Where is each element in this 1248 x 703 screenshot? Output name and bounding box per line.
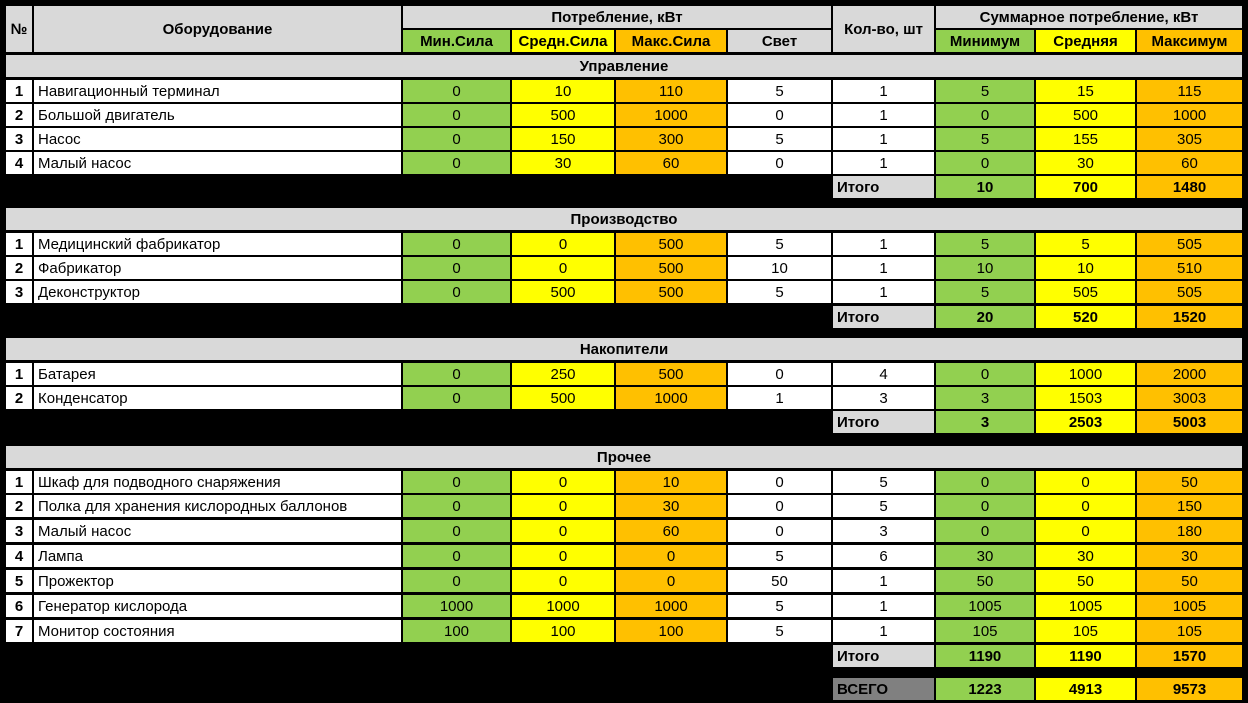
quantity[interactable]: 5: [833, 471, 934, 493]
min-power[interactable]: 100: [403, 620, 510, 642]
sum-max[interactable]: 505: [1137, 233, 1242, 255]
light-power[interactable]: 5: [728, 545, 831, 567]
light-power[interactable]: 1: [728, 387, 831, 409]
header-max-power[interactable]: Макс.Сила: [616, 30, 726, 52]
avg-power[interactable]: 500: [512, 387, 614, 409]
grand-total-min[interactable]: 1223: [936, 678, 1034, 700]
sum-avg[interactable]: 1000: [1036, 363, 1135, 385]
max-power[interactable]: 1000: [616, 104, 726, 126]
avg-power[interactable]: 0: [512, 570, 614, 592]
row-number[interactable]: 3: [6, 281, 32, 303]
row-number[interactable]: 6: [6, 595, 32, 617]
min-power[interactable]: 1000: [403, 595, 510, 617]
equipment-name[interactable]: Шкаф для подводного снаряжения: [34, 471, 401, 493]
sum-max[interactable]: 1005: [1137, 595, 1242, 617]
sum-min[interactable]: 30: [936, 545, 1034, 567]
equipment-name[interactable]: Батарея: [34, 363, 401, 385]
light-power[interactable]: 10: [728, 257, 831, 279]
sum-avg[interactable]: 5: [1036, 233, 1135, 255]
quantity[interactable]: 1: [833, 257, 934, 279]
header-consumption[interactable]: Потребление, кВт: [403, 6, 831, 28]
sum-min[interactable]: 5: [936, 281, 1034, 303]
quantity[interactable]: 1: [833, 281, 934, 303]
min-power[interactable]: 0: [403, 80, 510, 102]
min-power[interactable]: 0: [403, 387, 510, 409]
equipment-name[interactable]: Деконструктор: [34, 281, 401, 303]
header-equipment[interactable]: Оборудование: [34, 6, 401, 52]
sum-max[interactable]: 30: [1137, 545, 1242, 567]
quantity[interactable]: 5: [833, 495, 934, 517]
sum-min[interactable]: 105: [936, 620, 1034, 642]
header-sum-avg[interactable]: Средняя: [1036, 30, 1135, 52]
equipment-name[interactable]: Прожектор: [34, 570, 401, 592]
sum-avg[interactable]: 0: [1036, 495, 1135, 517]
row-number[interactable]: 2: [6, 495, 32, 517]
section-total-min[interactable]: 20: [936, 306, 1034, 328]
section-total-max[interactable]: 5003: [1137, 411, 1242, 433]
equipment-name[interactable]: Медицинский фабрикатор: [34, 233, 401, 255]
light-power[interactable]: 5: [728, 233, 831, 255]
quantity[interactable]: 1: [833, 620, 934, 642]
min-power[interactable]: 0: [403, 520, 510, 542]
light-power[interactable]: 5: [728, 595, 831, 617]
grand-total-avg[interactable]: 4913: [1036, 678, 1135, 700]
avg-power[interactable]: 0: [512, 520, 614, 542]
sum-avg[interactable]: 0: [1036, 471, 1135, 493]
section-total-min[interactable]: 1190: [936, 645, 1034, 667]
row-number[interactable]: 3: [6, 520, 32, 542]
min-power[interactable]: 0: [403, 257, 510, 279]
avg-power[interactable]: 250: [512, 363, 614, 385]
quantity[interactable]: 4: [833, 363, 934, 385]
equipment-name[interactable]: Лампа: [34, 545, 401, 567]
max-power[interactable]: 500: [616, 363, 726, 385]
sum-max[interactable]: 1000: [1137, 104, 1242, 126]
header-count[interactable]: Кол-во, шт: [833, 6, 934, 52]
header-light[interactable]: Свет: [728, 30, 831, 52]
light-power[interactable]: 0: [728, 471, 831, 493]
equipment-name[interactable]: Большой двигатель: [34, 104, 401, 126]
max-power[interactable]: 300: [616, 128, 726, 150]
equipment-name[interactable]: Генератор кислорода: [34, 595, 401, 617]
sum-max[interactable]: 2000: [1137, 363, 1242, 385]
min-power[interactable]: 0: [403, 104, 510, 126]
sum-min[interactable]: 5: [936, 80, 1034, 102]
max-power[interactable]: 500: [616, 257, 726, 279]
section-total-avg[interactable]: 520: [1036, 306, 1135, 328]
sum-max[interactable]: 50: [1137, 471, 1242, 493]
sum-max[interactable]: 305: [1137, 128, 1242, 150]
section-total-label[interactable]: Итого: [833, 645, 934, 667]
sum-avg[interactable]: 15: [1036, 80, 1135, 102]
row-number[interactable]: 1: [6, 233, 32, 255]
light-power[interactable]: 0: [728, 520, 831, 542]
light-power[interactable]: 0: [728, 104, 831, 126]
section-total-min[interactable]: 10: [936, 176, 1034, 198]
sum-max[interactable]: 105: [1137, 620, 1242, 642]
avg-power[interactable]: 0: [512, 495, 614, 517]
section-total-label[interactable]: Итого: [833, 411, 934, 433]
quantity[interactable]: 6: [833, 545, 934, 567]
sum-min[interactable]: 0: [936, 520, 1034, 542]
header-min-power[interactable]: Мин.Сила: [403, 30, 510, 52]
sum-max[interactable]: 180: [1137, 520, 1242, 542]
row-number[interactable]: 1: [6, 80, 32, 102]
row-number[interactable]: 1: [6, 363, 32, 385]
max-power[interactable]: 500: [616, 281, 726, 303]
light-power[interactable]: 5: [728, 128, 831, 150]
sum-min[interactable]: 5: [936, 233, 1034, 255]
max-power[interactable]: 0: [616, 570, 726, 592]
section-title[interactable]: Накопители: [6, 338, 1242, 360]
sum-min[interactable]: 0: [936, 471, 1034, 493]
header-avg-power[interactable]: Средн.Сила: [512, 30, 614, 52]
sum-avg[interactable]: 1005: [1036, 595, 1135, 617]
max-power[interactable]: 500: [616, 233, 726, 255]
section-total-avg[interactable]: 700: [1036, 176, 1135, 198]
max-power[interactable]: 110: [616, 80, 726, 102]
quantity[interactable]: 1: [833, 128, 934, 150]
equipment-name[interactable]: Конденсатор: [34, 387, 401, 409]
equipment-name[interactable]: Насос: [34, 128, 401, 150]
sum-min[interactable]: 0: [936, 104, 1034, 126]
section-total-avg[interactable]: 2503: [1036, 411, 1135, 433]
max-power[interactable]: 60: [616, 152, 726, 174]
sum-avg[interactable]: 505: [1036, 281, 1135, 303]
header-num[interactable]: №: [6, 6, 32, 52]
sum-avg[interactable]: 50: [1036, 570, 1135, 592]
avg-power[interactable]: 0: [512, 233, 614, 255]
sum-avg[interactable]: 30: [1036, 545, 1135, 567]
avg-power[interactable]: 0: [512, 545, 614, 567]
min-power[interactable]: 0: [403, 128, 510, 150]
sum-avg[interactable]: 155: [1036, 128, 1135, 150]
sum-min[interactable]: 0: [936, 495, 1034, 517]
sum-min[interactable]: 5: [936, 128, 1034, 150]
sum-avg[interactable]: 105: [1036, 620, 1135, 642]
max-power[interactable]: 1000: [616, 387, 726, 409]
quantity[interactable]: 1: [833, 570, 934, 592]
quantity[interactable]: 1: [833, 152, 934, 174]
min-power[interactable]: 0: [403, 281, 510, 303]
row-number[interactable]: 2: [6, 387, 32, 409]
row-number[interactable]: 4: [6, 545, 32, 567]
sum-min[interactable]: 10: [936, 257, 1034, 279]
light-power[interactable]: 0: [728, 363, 831, 385]
quantity[interactable]: 3: [833, 520, 934, 542]
section-total-max[interactable]: 1520: [1137, 306, 1242, 328]
avg-power[interactable]: 500: [512, 281, 614, 303]
quantity[interactable]: 1: [833, 80, 934, 102]
max-power[interactable]: 30: [616, 495, 726, 517]
equipment-name[interactable]: Малый насос: [34, 152, 401, 174]
sum-avg[interactable]: 1503: [1036, 387, 1135, 409]
light-power[interactable]: 5: [728, 620, 831, 642]
sum-avg[interactable]: 500: [1036, 104, 1135, 126]
quantity[interactable]: 3: [833, 387, 934, 409]
section-total-min[interactable]: 3: [936, 411, 1034, 433]
avg-power[interactable]: 30: [512, 152, 614, 174]
row-number[interactable]: 2: [6, 257, 32, 279]
quantity[interactable]: 1: [833, 595, 934, 617]
sum-max[interactable]: 60: [1137, 152, 1242, 174]
max-power[interactable]: 100: [616, 620, 726, 642]
sum-max[interactable]: 50: [1137, 570, 1242, 592]
sum-avg[interactable]: 0: [1036, 520, 1135, 542]
sum-max[interactable]: 115: [1137, 80, 1242, 102]
sum-min[interactable]: 3: [936, 387, 1034, 409]
sum-avg[interactable]: 10: [1036, 257, 1135, 279]
sum-min[interactable]: 50: [936, 570, 1034, 592]
max-power[interactable]: 0: [616, 545, 726, 567]
row-number[interactable]: 7: [6, 620, 32, 642]
avg-power[interactable]: 0: [512, 471, 614, 493]
sum-avg[interactable]: 30: [1036, 152, 1135, 174]
light-power[interactable]: 5: [728, 80, 831, 102]
section-title[interactable]: Прочее: [6, 446, 1242, 468]
avg-power[interactable]: 100: [512, 620, 614, 642]
avg-power[interactable]: 0: [512, 257, 614, 279]
light-power[interactable]: 5: [728, 281, 831, 303]
sum-max[interactable]: 150: [1137, 495, 1242, 517]
row-number[interactable]: 4: [6, 152, 32, 174]
section-total-label[interactable]: Итого: [833, 176, 934, 198]
sum-min[interactable]: 0: [936, 363, 1034, 385]
sum-max[interactable]: 3003: [1137, 387, 1242, 409]
sum-min[interactable]: 1005: [936, 595, 1034, 617]
equipment-name[interactable]: Навигационный терминал: [34, 80, 401, 102]
section-title[interactable]: Управление: [6, 55, 1242, 77]
grand-total-label[interactable]: ВСЕГО: [833, 678, 934, 700]
avg-power[interactable]: 500: [512, 104, 614, 126]
row-number[interactable]: 2: [6, 104, 32, 126]
section-title[interactable]: Производство: [6, 208, 1242, 230]
equipment-name[interactable]: Малый насос: [34, 520, 401, 542]
quantity[interactable]: 1: [833, 233, 934, 255]
sum-max[interactable]: 505: [1137, 281, 1242, 303]
row-number[interactable]: 5: [6, 570, 32, 592]
avg-power[interactable]: 10: [512, 80, 614, 102]
section-total-max[interactable]: 1570: [1137, 645, 1242, 667]
section-total-max[interactable]: 1480: [1137, 176, 1242, 198]
avg-power[interactable]: 150: [512, 128, 614, 150]
max-power[interactable]: 1000: [616, 595, 726, 617]
avg-power[interactable]: 1000: [512, 595, 614, 617]
row-number[interactable]: 3: [6, 128, 32, 150]
grand-total-max[interactable]: 9573: [1137, 678, 1242, 700]
min-power[interactable]: 0: [403, 152, 510, 174]
section-total-label[interactable]: Итого: [833, 306, 934, 328]
header-sum-min[interactable]: Минимум: [936, 30, 1034, 52]
min-power[interactable]: 0: [403, 545, 510, 567]
light-power[interactable]: 0: [728, 152, 831, 174]
header-total-consumption[interactable]: Суммарное потребление, кВт: [936, 6, 1242, 28]
max-power[interactable]: 10: [616, 471, 726, 493]
light-power[interactable]: 50: [728, 570, 831, 592]
min-power[interactable]: 0: [403, 495, 510, 517]
equipment-name[interactable]: Полка для хранения кислородных баллонов: [34, 495, 401, 517]
light-power[interactable]: 0: [728, 495, 831, 517]
row-number[interactable]: 1: [6, 471, 32, 493]
quantity[interactable]: 1: [833, 104, 934, 126]
equipment-name[interactable]: Фабрикатор: [34, 257, 401, 279]
sum-max[interactable]: 510: [1137, 257, 1242, 279]
max-power[interactable]: 60: [616, 520, 726, 542]
min-power[interactable]: 0: [403, 570, 510, 592]
equipment-name[interactable]: Монитор состояния: [34, 620, 401, 642]
section-total-avg[interactable]: 1190: [1036, 645, 1135, 667]
min-power[interactable]: 0: [403, 233, 510, 255]
header-sum-max[interactable]: Максимум: [1137, 30, 1242, 52]
min-power[interactable]: 0: [403, 363, 510, 385]
sum-min[interactable]: 0: [936, 152, 1034, 174]
min-power[interactable]: 0: [403, 471, 510, 493]
